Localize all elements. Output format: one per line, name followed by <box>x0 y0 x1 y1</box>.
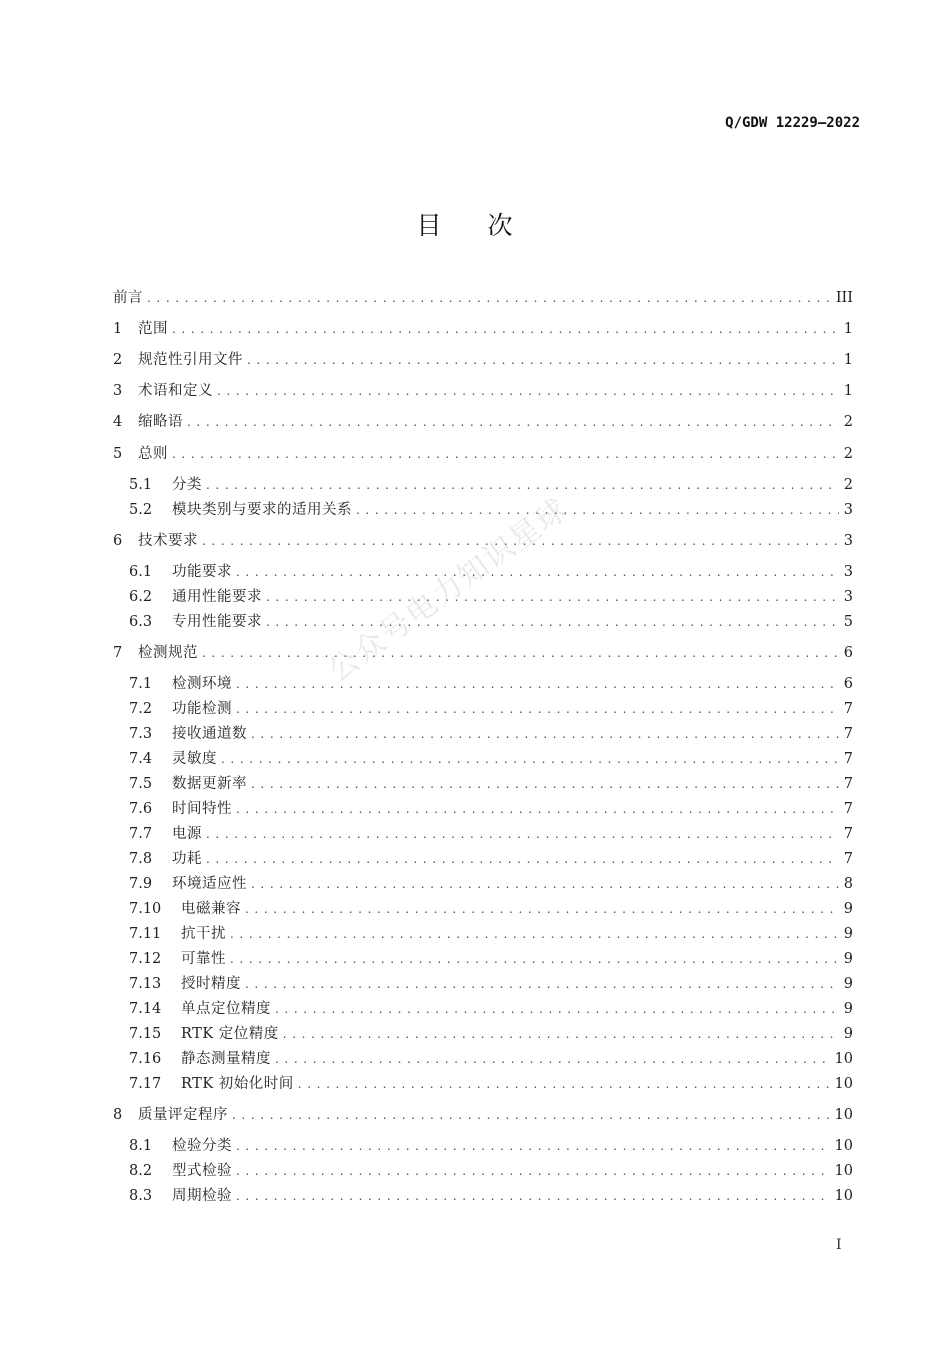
toc-entry-label: 质量评定程序 <box>138 1107 228 1123</box>
toc-entry-number: 7.7 <box>129 826 153 842</box>
toc-entry-label: 单点定位精度 <box>181 1001 271 1017</box>
toc-dot-leader <box>206 822 839 846</box>
toc-entry-number: 8.1 <box>129 1138 153 1154</box>
toc-entry-page: 7 <box>843 826 853 842</box>
toc-entry-number: 7.9 <box>129 876 153 892</box>
page-title: 目次 <box>416 211 559 240</box>
toc-entry-number: 7.14 <box>129 1001 162 1017</box>
toc-dot-leader <box>147 286 832 310</box>
toc-entry-number: 6.1 <box>129 564 153 580</box>
document-code: Q/GDW 12229—2022 <box>725 115 860 131</box>
toc-dot-leader <box>236 1134 831 1158</box>
toc-entry-label: 型式检验 <box>172 1163 232 1179</box>
toc-entry[interactable] <box>129 772 853 796</box>
toc-entry[interactable] <box>113 410 853 434</box>
toc-entry-page: 6 <box>843 676 853 692</box>
toc-dot-leader <box>245 972 839 996</box>
toc-entry-page: 10 <box>834 1138 853 1154</box>
toc-entry-label: 授时精度 <box>181 976 241 992</box>
toc-entry-page: 9 <box>843 926 853 942</box>
toc-entry[interactable] <box>129 947 853 971</box>
toc-entry-number: 7 <box>113 645 123 661</box>
toc-entry-number: 7.5 <box>129 776 153 792</box>
toc-entry-page: 10 <box>834 1163 853 1179</box>
toc-entry-page: 1 <box>843 321 853 337</box>
toc-entry-number: 7.2 <box>129 701 153 717</box>
toc-entry[interactable] <box>129 922 853 946</box>
toc-entry-number: 7.11 <box>129 926 162 942</box>
toc-entry-number: 7.12 <box>129 951 162 967</box>
toc-entry-number: 5.2 <box>129 502 153 518</box>
toc-entry[interactable] <box>129 897 853 921</box>
toc-entry[interactable] <box>113 1103 853 1127</box>
toc-dot-leader <box>245 897 839 921</box>
toc-entry-label: 抗干扰 <box>181 926 226 942</box>
toc-entry-label: 时间特性 <box>172 801 232 817</box>
toc-entry-number: 5.1 <box>129 477 153 493</box>
toc-entry-label: 静态测量精度 <box>181 1051 271 1067</box>
toc-entry-label: 规范性引用文件 <box>138 352 243 368</box>
toc-entry-label: 可靠性 <box>181 951 226 967</box>
toc-entry-number: 7.1 <box>129 676 153 692</box>
toc-entry-label: 专用性能要求 <box>172 614 262 630</box>
toc-entry-number: 8.2 <box>129 1163 153 1179</box>
toc-entry[interactable] <box>113 529 853 553</box>
toc-entry[interactable] <box>113 641 853 665</box>
toc-entry-number: 7.3 <box>129 726 153 742</box>
toc-entry-label: 电磁兼容 <box>181 901 241 917</box>
toc-entry-label: 功能检测 <box>172 701 232 717</box>
toc-entry-number: 6 <box>113 533 123 549</box>
toc-entry-number: 7.6 <box>129 801 153 817</box>
toc-entry-label: 周期检验 <box>172 1188 232 1204</box>
toc-entry[interactable] <box>129 847 853 871</box>
toc-entry[interactable] <box>129 1072 853 1096</box>
toc-entry-page: 2 <box>843 414 853 430</box>
toc-entry-page: 3 <box>843 502 853 518</box>
toc-dot-leader <box>266 585 839 609</box>
toc-entry-page: 3 <box>843 589 853 605</box>
toc-entry-number: 6.2 <box>129 589 153 605</box>
toc-dot-leader <box>298 1072 831 1096</box>
toc-entry-label: 数据更新率 <box>172 776 247 792</box>
toc-entry[interactable] <box>129 722 853 746</box>
toc-entry-page: 10 <box>834 1076 853 1092</box>
toc-entry[interactable] <box>129 610 853 634</box>
toc-entry-page: 5 <box>843 614 853 630</box>
toc-entry-page: 10 <box>834 1188 853 1204</box>
toc-entry-label: 电源 <box>172 826 202 842</box>
toc-entry-page: 3 <box>843 533 853 549</box>
toc-dot-leader <box>230 922 839 946</box>
toc-entry-number: 7.15 <box>129 1026 162 1042</box>
toc-entry-page: 6 <box>843 645 853 661</box>
toc-dot-leader <box>236 797 839 821</box>
toc-dot-leader <box>236 560 839 584</box>
toc-entry-page: 9 <box>843 1026 853 1042</box>
toc-entry-number: 8 <box>113 1107 123 1123</box>
toc-entry-number: 1 <box>113 321 123 337</box>
toc-dot-leader <box>247 348 839 372</box>
toc-entry-label: RTK 初始化时间 <box>181 1076 294 1092</box>
toc-dot-leader <box>236 697 839 721</box>
toc-entry-number: 2 <box>113 352 123 368</box>
toc-dot-leader <box>283 1022 839 1046</box>
toc-dot-leader <box>236 672 839 696</box>
toc-dot-leader <box>236 1184 831 1208</box>
toc-entry-page: 7 <box>843 751 853 767</box>
toc-dot-leader <box>275 997 839 1021</box>
toc-entry-page: 9 <box>843 901 853 917</box>
toc-dot-leader <box>187 410 839 434</box>
toc-entry[interactable] <box>113 348 853 372</box>
toc-entry-label: 模块类别与要求的适用关系 <box>172 502 352 518</box>
toc-entry-page: III <box>835 290 853 306</box>
toc-dot-leader <box>266 610 839 634</box>
toc-entry[interactable] <box>129 797 853 821</box>
toc-entry-label: 范围 <box>138 321 168 337</box>
toc-entry[interactable] <box>129 672 853 696</box>
toc-entry[interactable] <box>129 1134 853 1158</box>
toc-entry[interactable] <box>129 697 853 721</box>
toc-dot-leader <box>206 473 839 497</box>
toc-entry[interactable] <box>129 872 853 896</box>
toc-entry-number: 8.3 <box>129 1188 153 1204</box>
toc-dot-leader <box>356 498 839 522</box>
toc-entry[interactable] <box>129 560 853 584</box>
toc-dot-leader <box>251 722 839 746</box>
toc-entry-page: 3 <box>843 564 853 580</box>
toc-dot-leader <box>206 847 839 871</box>
toc-entry[interactable] <box>129 1022 853 1046</box>
toc-entry-page: 8 <box>843 876 853 892</box>
toc-entry[interactable] <box>113 286 853 310</box>
toc-entry[interactable] <box>129 585 853 609</box>
toc-entry[interactable] <box>129 1159 853 1183</box>
toc-entry-page: 9 <box>843 951 853 967</box>
toc-entry-label: 总则 <box>138 446 168 462</box>
toc-entry-label: 功耗 <box>172 851 202 867</box>
toc-entry-number: 7.4 <box>129 751 153 767</box>
toc-dot-leader <box>232 1103 831 1127</box>
toc-entry-page: 7 <box>843 801 853 817</box>
toc-dot-leader <box>202 529 839 553</box>
toc-entry[interactable] <box>113 442 853 466</box>
toc-entry-number: 7.10 <box>129 901 162 917</box>
toc-entry-label: RTK 定位精度 <box>181 1026 279 1042</box>
toc-entry-number: 7.16 <box>129 1051 162 1067</box>
toc-entry-label: 检测环境 <box>172 676 232 692</box>
toc-entry-page: 10 <box>834 1051 853 1067</box>
toc-entry[interactable] <box>129 747 853 771</box>
toc-entry-label: 缩略语 <box>138 414 183 430</box>
toc-dot-leader <box>172 442 839 466</box>
toc-entry[interactable] <box>129 498 853 522</box>
toc-dot-leader <box>172 317 839 341</box>
toc-entry-label: 前言 <box>113 290 143 306</box>
toc-entry-page: 9 <box>843 1001 853 1017</box>
toc-entry-number: 6.3 <box>129 614 153 630</box>
toc-entry-page: 7 <box>843 701 853 717</box>
toc-entry[interactable] <box>129 473 853 497</box>
toc-entry-label: 接收通道数 <box>172 726 247 742</box>
watermark: 公众号电力知识星球 <box>321 491 576 689</box>
toc-dot-leader <box>251 872 839 896</box>
toc-entry[interactable] <box>129 1047 853 1071</box>
toc-entry-label: 通用性能要求 <box>172 589 262 605</box>
toc-entry-page: 2 <box>843 477 853 493</box>
toc-dot-leader <box>221 747 839 771</box>
toc-dot-leader <box>202 641 839 665</box>
toc-entry-label: 技术要求 <box>138 533 198 549</box>
toc-entry-page: 2 <box>843 446 853 462</box>
toc-entry[interactable] <box>129 972 853 996</box>
toc-dot-leader <box>230 947 839 971</box>
toc-entry-label: 分类 <box>172 477 202 493</box>
toc-entry[interactable] <box>129 997 853 1021</box>
toc-entry-page: 1 <box>843 352 853 368</box>
toc-entry-number: 7.17 <box>129 1076 162 1092</box>
toc-entry-number: 7.8 <box>129 851 153 867</box>
toc-entry-label: 检测规范 <box>138 645 198 661</box>
toc-dot-leader <box>275 1047 831 1071</box>
toc-dot-leader <box>217 379 839 403</box>
toc-entry[interactable] <box>113 379 853 403</box>
toc-entry-page: 9 <box>843 976 853 992</box>
toc-entry-page: 7 <box>843 851 853 867</box>
toc-entry[interactable] <box>129 1184 853 1208</box>
toc-entry-page: 7 <box>843 776 853 792</box>
toc-entry-label: 功能要求 <box>172 564 232 580</box>
toc-dot-leader <box>236 1159 831 1183</box>
toc-entry-number: 5 <box>113 446 123 462</box>
toc-entry-number: 4 <box>113 414 123 430</box>
toc-entry-page: 7 <box>843 726 853 742</box>
toc-entry-page: 1 <box>843 383 853 399</box>
toc-entry[interactable] <box>129 822 853 846</box>
page-number: I <box>836 1237 842 1253</box>
toc-entry-label: 灵敏度 <box>172 751 217 767</box>
toc-entry-label: 检验分类 <box>172 1138 232 1154</box>
toc-entry-number: 3 <box>113 383 123 399</box>
toc-dot-leader <box>251 772 839 796</box>
toc-entry-number: 7.13 <box>129 976 162 992</box>
toc-entry[interactable] <box>113 317 853 341</box>
toc-entry-page: 10 <box>834 1107 853 1123</box>
toc-entry-label: 环境适应性 <box>172 876 247 892</box>
toc-entry-label: 术语和定义 <box>138 383 213 399</box>
